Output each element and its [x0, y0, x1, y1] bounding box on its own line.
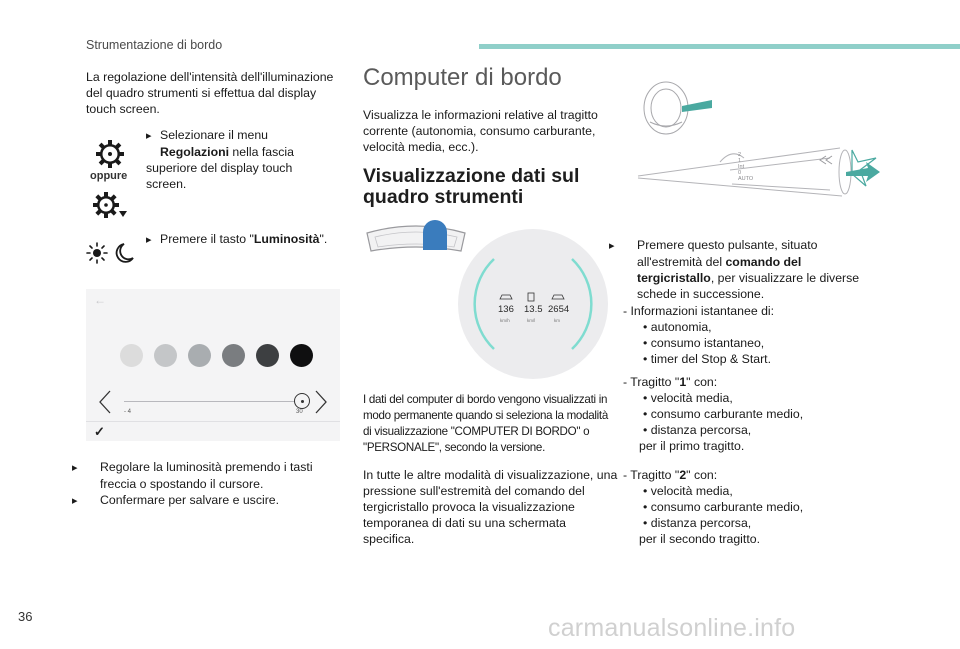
right-step-text: Premere questo pulsante, situato all'estremità del: [637, 238, 818, 269]
list-item: consumo carburante medio,: [650, 407, 804, 421]
list-item: consumo istantaneo,: [650, 336, 765, 350]
list-trip-2: - Tragitto "2" con: • velocità media, • consumo carburante medio, • distanza percorsa, per il secondo tragitto.: [623, 467, 863, 547]
list-instant-info: - Informazioni istantanee di: • autonomia, • consumo istantaneo, • timer del Stop & Start.: [623, 303, 863, 367]
page-title: Computer di bordo: [363, 64, 562, 91]
header-accent-bar: [479, 44, 960, 49]
brightness-slider-thumb[interactable]: [294, 393, 310, 409]
left-intro-text: La regolazione dell'intensità dell'illuminazione del quadro strumenti si effettua dal display touch screen.: [86, 70, 334, 116]
brightness-swatch[interactable]: [120, 344, 143, 367]
step1-bold: Regolazioni: [160, 145, 230, 159]
back-arrow-icon[interactable]: ←: [94, 293, 106, 307]
section-subtitle: Visualizzazione dati sul quadro strumenti: [363, 165, 580, 208]
or-label: oppure: [90, 170, 128, 182]
brightness-swatch[interactable]: [256, 344, 279, 367]
middle-intro-text: Visualizza le informazioni relative al tragitto corrente (autonomia, consumo carburante, velocità media, ecc.).: [363, 108, 598, 154]
stalk-label: 0: [738, 170, 742, 176]
step-press-wiper-button: [609, 237, 863, 302]
brightness-swatch[interactable]: [188, 344, 211, 367]
stalk-label: 2: [738, 152, 742, 158]
stalk-label: Int: [738, 164, 745, 170]
settings-gear-icon: [94, 138, 126, 170]
wiper-stalk-illustration: [620, 78, 880, 210]
list-heading: - Tragitto ": [623, 375, 680, 389]
list-item: distanza percorsa,: [650, 423, 752, 437]
instrument-cluster-display: [458, 229, 608, 379]
trip-computer-note: I dati del computer di bordo vengono visualizzati in modo permanente quando si seleziona la modalità di visualizzazione "COMPUTER DI BORDO" o "PERSONALE", secondo la versione.: [363, 393, 608, 454]
brightness-slider-track[interactable]: [124, 401, 304, 402]
page-number: 36: [18, 609, 33, 624]
cluster-range-value: 2654: [548, 304, 570, 315]
stalk-label: AUTO: [738, 176, 754, 182]
brightness-swatch[interactable]: [154, 344, 177, 367]
list-item: distanza percorsa,: [650, 516, 752, 530]
list-item: consumo carburante medio,: [650, 500, 804, 514]
screen-divider: [86, 421, 340, 422]
right-step-text-post: , per visualizzare le diverse schede in successione.: [637, 271, 860, 301]
middle-bottom-text: In tutte le altre modalità di visualizzazione, una pressione sull'estremità del comando del tergicristallo provoca la visualizzazione temporanea di dati su una schermata specifica.: [363, 468, 618, 546]
list-heading: - Informazioni istantanee di:: [623, 304, 775, 318]
brightness-swatch[interactable]: [222, 344, 245, 367]
bullet-arrow-icon: ▸: [72, 462, 78, 474]
trip-number: 1: [679, 375, 687, 389]
bullet-arrow-icon: ▸: [146, 234, 152, 246]
watermark: carmanualsonline.info: [548, 614, 796, 642]
instrument-cluster-visor-illustration: [363, 217, 469, 261]
settings-gear-dropdown-icon: [92, 190, 128, 220]
brightness-swatch[interactable]: [290, 344, 313, 367]
brightness-swatches: [120, 344, 313, 367]
trip-number: 2: [679, 468, 687, 482]
step-select-menu: [146, 127, 316, 192]
list-tail: per il secondo tragitto.: [639, 532, 760, 546]
list-trip-1: - Tragitto "1" con: • velocità media, • consumo carburante medio, • distanza percorsa, per il primo tragitto.: [623, 374, 863, 454]
slider-min-label: - 4: [124, 409, 132, 415]
left-instructions: [72, 459, 348, 509]
step2-bold: Luminosità: [253, 232, 320, 246]
step1-text: Selezionare il menu: [160, 128, 269, 142]
slider-max-label: 30: [296, 409, 303, 415]
bullet-arrow-icon: ▸: [609, 240, 615, 252]
step2-text: Premere il tasto ": [160, 232, 254, 246]
right-step-bold: comando del tergicristallo: [637, 255, 802, 285]
list-heading-post: " con:: [686, 468, 718, 482]
chevron-left-icon[interactable]: [98, 389, 112, 415]
cluster-speed-unit: km/h: [500, 318, 510, 323]
bullet-arrow-icon: ▸: [146, 130, 152, 142]
step-press-brightness: [146, 231, 346, 248]
list-item: velocità media,: [650, 484, 733, 498]
section-header: Strumentazione di bordo: [86, 38, 223, 52]
cluster-speed-value: 136: [498, 304, 514, 315]
brightness-screen-illustration: [86, 289, 340, 441]
list-item: autonomia,: [650, 320, 712, 334]
list-item: timer del Stop & Start.: [650, 352, 772, 366]
cluster-consumption-unit: km/l: [527, 318, 536, 323]
confirm-check-icon[interactable]: ✓: [94, 424, 105, 439]
cluster-consumption-value: 13.5: [524, 304, 543, 315]
list-tail: per il primo tragitto.: [639, 439, 745, 453]
stalk-label: 1: [738, 158, 742, 164]
bullet-arrow-icon: ▸: [72, 495, 78, 507]
list-heading: - Tragitto ": [623, 468, 680, 482]
instruction-adjust: Regolare la luminosità premendo i tasti freccia o spostando il cursore.: [100, 460, 313, 491]
chevron-right-icon[interactable]: [314, 389, 328, 415]
list-heading-post: " con:: [686, 375, 718, 389]
brightness-sun-moon-icon: [86, 241, 136, 265]
cluster-range-unit: km: [554, 318, 560, 323]
list-item: velocità media,: [650, 391, 733, 405]
trip-icons: [496, 291, 572, 303]
instruction-confirm: Confermare per salvare e uscire.: [100, 493, 280, 507]
step1-text-post: nella fascia superiore del display touch screen.: [146, 145, 294, 191]
step2-text-post: ".: [319, 232, 328, 246]
